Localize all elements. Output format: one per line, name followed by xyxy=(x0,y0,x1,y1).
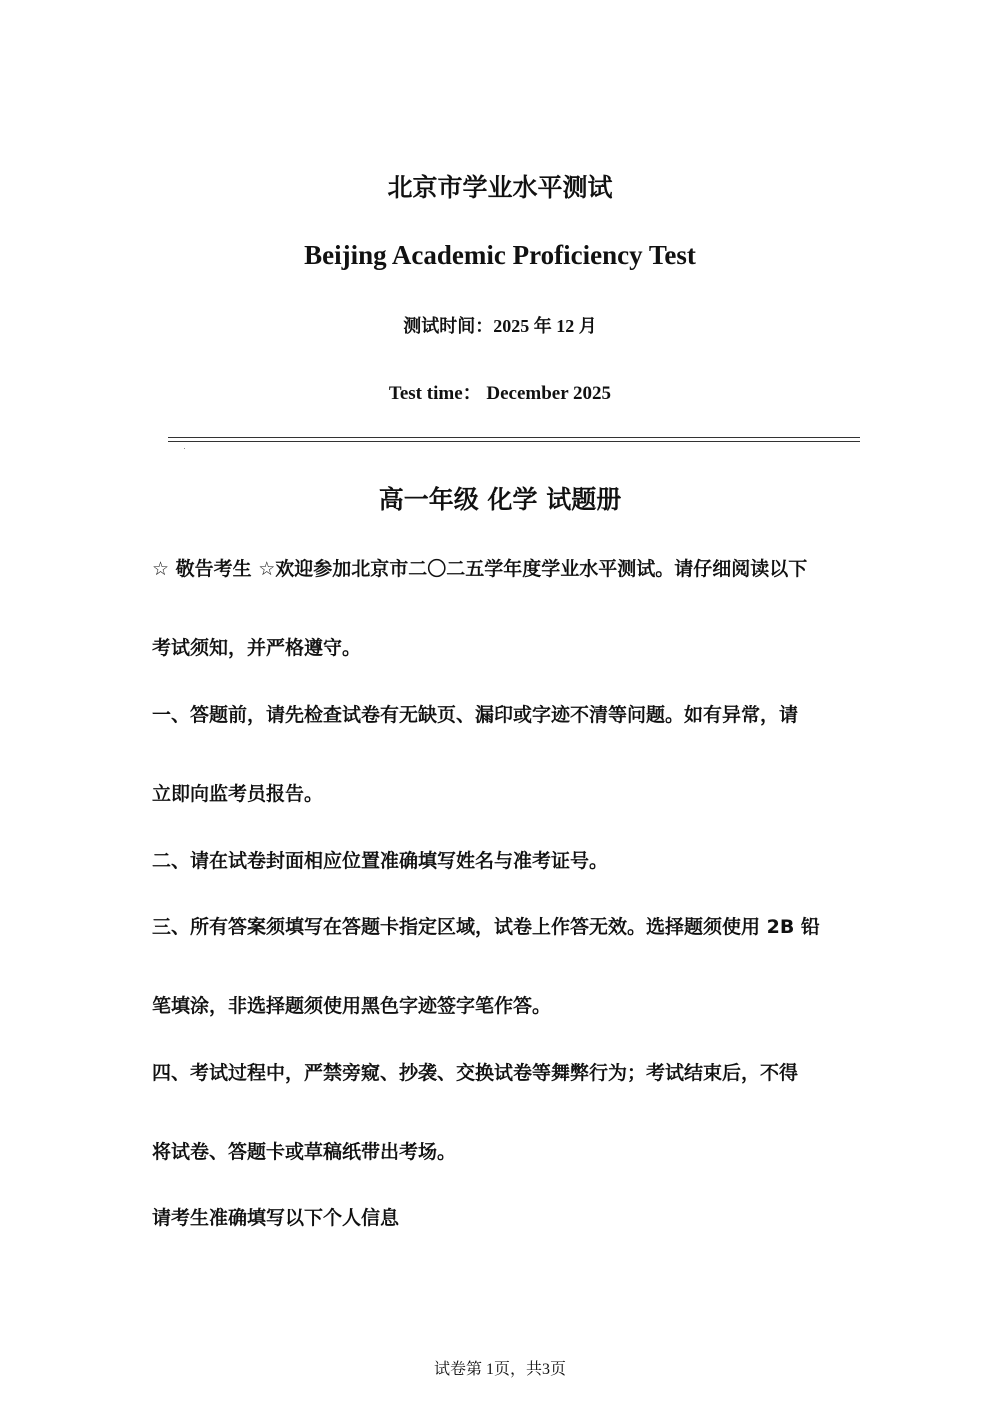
notice-item-3-line-1: 三、所有答案须填写在答题卡指定区域，试卷上作答无效。选择题须使用 2B 铅 xyxy=(152,916,820,938)
notice-item-1-line-1: 一、答题前，请先检查试卷有无缺页、漏印或字迹不清等问题。如有异常，请 xyxy=(152,704,799,726)
test-time-english: Test time： December 2025 xyxy=(388,383,612,404)
notice-item-1-line-2: 立即向监考员报告。 xyxy=(152,783,324,805)
notice-intro-line-1: ☆ 敬告考生 ☆欢迎参加北京市二〇二五学年度学业水平测试。请仔细阅读以下 xyxy=(152,558,808,580)
notice-item-3-line-2: 笔填涂，非选择题须使用黑色字迹签字笔作答。 xyxy=(152,995,552,1017)
stray-mark xyxy=(184,448,185,449)
notice-item-4-line-1: 四、考试过程中，严禁旁窥、抄袭、交换试卷等舞弊行为；考试结束后，不得 xyxy=(152,1062,799,1084)
test-time-chinese: 测试时间：2025 年 12 月 xyxy=(403,316,597,336)
notice-intro-line-2: 考试须知，并严格遵守。 xyxy=(152,637,362,659)
personal-info-prompt: 请考生准确填写以下个人信息 xyxy=(152,1207,400,1229)
exam-title-english: Beijing Academic Proficiency Test xyxy=(304,240,696,270)
subject-title: 高一年级 化学 试题册 xyxy=(378,485,622,514)
notice-item-4-line-2: 将试卷、答题卡或草稿纸带出考场。 xyxy=(152,1141,457,1163)
page-number-footer: 试卷第 1页，共3页 xyxy=(433,1361,566,1378)
notice-item-2-line-1: 二、请在试卷封面相应位置准确填写姓名与准考证号。 xyxy=(152,850,609,872)
exam-title-chinese: 北京市学业水平测试 xyxy=(387,173,613,202)
header-divider xyxy=(168,437,860,442)
